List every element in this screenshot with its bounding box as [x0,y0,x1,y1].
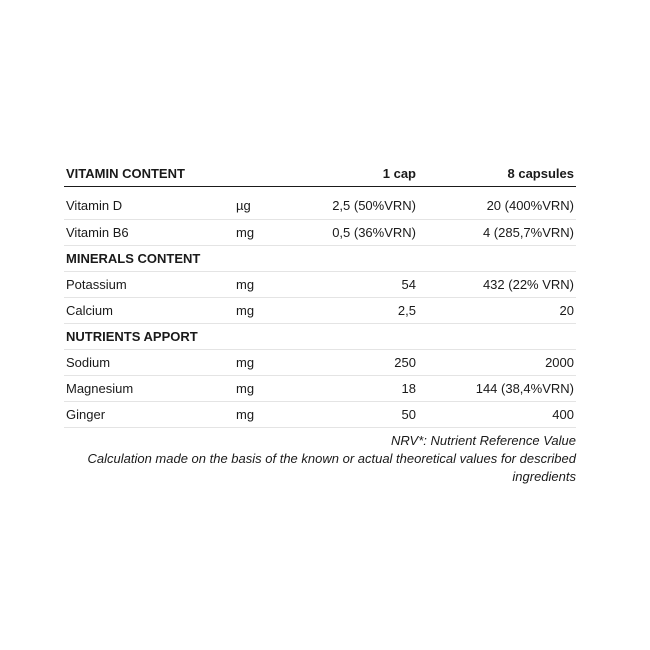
nutrient-name: Calcium [64,298,234,324]
nutrition-table [64,160,576,428]
nutrient-name: Magnesium [64,376,234,402]
nutrient-unit: mg [234,376,294,402]
header-vitamin-content: VITAMIN CONTENT [64,160,234,187]
nutrient-unit: mg [234,402,294,428]
nutrient-unit: mg [234,272,294,298]
value-8-capsules: 144 (38,4%VRN) [418,376,576,402]
table-row [64,350,576,376]
table-body [64,187,576,428]
value-1-cap: 50 [294,402,418,428]
table-row [64,220,576,246]
table-row [64,187,576,220]
footnotes [64,432,576,486]
section-title: MINERALS CONTENT [64,246,576,272]
value-1-cap: 54 [294,272,418,298]
table-row [64,272,576,298]
calculation-footnote: Calculation made on the basis of the known or actual theoretical values for described ingredients [87,451,576,484]
nutrient-unit: mg [234,298,294,324]
value-8-capsules: 400 [418,402,576,428]
value-1-cap: 2,5 (50%VRN) [294,187,418,220]
table-header-row [64,160,576,187]
nutrient-name: Sodium [64,350,234,376]
header-1-cap: 1 cap [294,160,418,187]
table-row [64,376,576,402]
nutrition-table-container [64,160,576,486]
nrv-footnote: NRV*: Nutrient Reference Value [391,433,576,448]
section-header-row [64,324,576,350]
value-1-cap: 18 [294,376,418,402]
value-8-capsules: 20 (400%VRN) [418,187,576,220]
table-row [64,298,576,324]
header-unit [234,160,294,187]
value-8-capsules: 2000 [418,350,576,376]
header-8-capsules: 8 capsules [418,160,576,187]
value-1-cap: 250 [294,350,418,376]
nutrient-unit: µg [234,187,294,220]
nutrient-name: Vitamin B6 [64,220,234,246]
nutrient-name: Vitamin D [64,187,234,220]
nutrient-name: Ginger [64,402,234,428]
value-8-capsules: 4 (285,7%VRN) [418,220,576,246]
nutrient-name: Potassium [64,272,234,298]
nutrient-unit: mg [234,220,294,246]
section-title: NUTRIENTS APPORT [64,324,576,350]
value-1-cap: 0,5 (36%VRN) [294,220,418,246]
value-8-capsules: 432 (22% VRN) [418,272,576,298]
value-1-cap: 2,5 [294,298,418,324]
value-8-capsules: 20 [418,298,576,324]
nutrient-unit: mg [234,350,294,376]
section-header-row [64,246,576,272]
table-row [64,402,576,428]
